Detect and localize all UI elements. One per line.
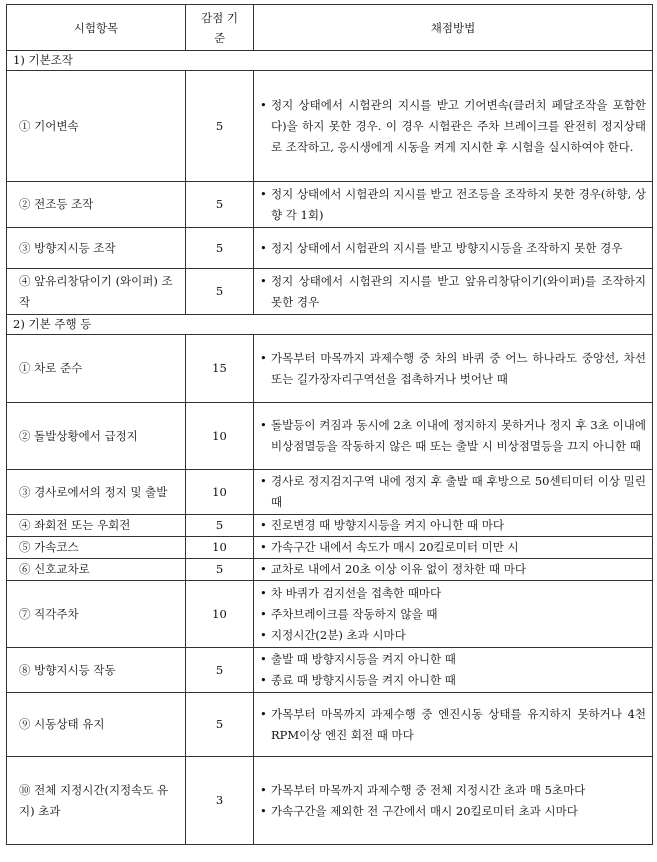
method-list	[260, 515, 646, 536]
method-list	[260, 184, 646, 226]
method-item: • 출발 때 방향지시등을 켜지 아니한 때	[260, 649, 646, 670]
method-list	[260, 780, 646, 822]
method-cell	[254, 537, 653, 559]
score-cell: 3	[186, 757, 254, 845]
method-list	[260, 704, 646, 746]
method-cell	[254, 71, 653, 182]
header-method: 채점방법	[254, 5, 653, 51]
score-cell: 5	[186, 269, 254, 315]
table-row	[7, 470, 653, 515]
method-cell	[254, 757, 653, 845]
item-cell: ① 차로 준수	[7, 335, 186, 403]
item-cell: ⑦ 직각주차	[7, 581, 186, 648]
method-item: • 정지 상태에서 시험관의 지시를 받고 방향지시등을 조작하지 못한 경우	[260, 238, 646, 259]
table-row	[7, 182, 653, 228]
section-title: 1) 기본조작	[7, 51, 653, 71]
method-item: • 주차브레이크를 작동하지 않을 때	[260, 604, 646, 625]
table-row	[7, 335, 653, 403]
method-item: • 차 바퀴가 검지선을 접촉한 때마다	[260, 583, 646, 604]
method-item: • 가속구간을 제외한 전 구간에서 매시 20킬로미터 초과 시마다	[260, 801, 646, 822]
table-row	[7, 71, 653, 182]
table-row	[7, 757, 653, 845]
method-item: • 경사로 정지검지구역 내에 정지 후 출발 때 후방으로 50센티미터 이상 밀린 때	[260, 471, 646, 513]
table-row	[7, 228, 653, 269]
method-item: • 정지 상태에서 시험관의 지시를 받고 앞유리창닦이기(와이퍼)를 조작하지 못한 경우	[260, 271, 646, 313]
item-cell: ③ 경사로에서의 정지 및 출발	[7, 470, 186, 515]
table-row	[7, 537, 653, 559]
method-cell	[254, 182, 653, 228]
method-list	[260, 95, 646, 158]
score-cell: 5	[186, 228, 254, 269]
table-body	[7, 51, 653, 845]
method-list	[260, 649, 646, 691]
method-list	[260, 415, 646, 457]
score-cell: 5	[186, 693, 254, 757]
score-cell: 15	[186, 335, 254, 403]
item-cell: ② 돌발상황에서 급정지	[7, 403, 186, 470]
method-list	[260, 271, 646, 313]
method-item: • 정지 상태에서 시험관의 지시를 받고 전조등을 조작하지 못한 경우(하향, 상향 각 1회)	[260, 184, 646, 226]
method-cell	[254, 228, 653, 269]
method-cell	[254, 470, 653, 515]
item-cell: ⑤ 가속코스	[7, 537, 186, 559]
method-list	[260, 348, 646, 390]
method-cell	[254, 559, 653, 581]
section-row	[7, 51, 653, 71]
method-cell	[254, 648, 653, 693]
item-cell: ⑧ 방향지시등 작동	[7, 648, 186, 693]
score-cell: 10	[186, 470, 254, 515]
table-row	[7, 559, 653, 581]
method-cell	[254, 693, 653, 757]
method-item: • 가목부터 마목까지 과제수행 중 전체 지정시간 초과 매 5초마다	[260, 780, 646, 801]
table-row	[7, 693, 653, 757]
grading-table	[6, 4, 653, 845]
item-cell: ⑨ 시동상태 유지	[7, 693, 186, 757]
method-cell	[254, 335, 653, 403]
method-item: • 돌발등이 켜짐과 동시에 2초 이내에 정지하지 못하거나 정지 후 3초 이내에 비상점멸등을 작동하지 않은 때 또는 출발 시 비상점멸등을 끄지 아니한 때	[260, 415, 646, 457]
item-cell: ⑩ 전체 지정시간(지정속도 유지) 초과	[7, 757, 186, 845]
method-item: • 정지 상태에서 시험관의 지시를 받고 기어변속(클러치 페달조작을 포함한다)을 하지 못한 경우. 이 경우 시험관은 주차 브레이크를 완전히 정지상태로 조작하고, 응시생에게 시동을 켜게 지시한 후 시험을 실시하여야 한다.	[260, 95, 646, 158]
method-cell	[254, 581, 653, 648]
table-row	[7, 403, 653, 470]
method-cell	[254, 269, 653, 315]
method-item: • 교차로 내에서 20초 이상 이유 없이 정차한 때 마다	[260, 559, 646, 580]
table-row	[7, 515, 653, 537]
item-cell: ③ 방향지시등 조작	[7, 228, 186, 269]
table-row	[7, 269, 653, 315]
method-list	[260, 471, 646, 513]
method-cell	[254, 403, 653, 470]
table-row	[7, 581, 653, 648]
item-cell: ① 기어변속	[7, 71, 186, 182]
item-cell: ④ 좌회전 또는 우회전	[7, 515, 186, 537]
score-cell: 5	[186, 71, 254, 182]
score-cell: 5	[186, 648, 254, 693]
item-cell: ② 전조등 조작	[7, 182, 186, 228]
method-item: • 가목부터 마목까지 과제수행 중 차의 바퀴 중 어느 하나라도 중앙선, 차선 또는 길가장자리구역선을 접촉하거나 벗어난 때	[260, 348, 646, 390]
score-cell: 5	[186, 182, 254, 228]
score-cell: 5	[186, 559, 254, 581]
section-title: 2) 기본 주행 등	[7, 315, 653, 335]
method-item: • 가속구간 내에서 속도가 매시 20킬로미터 미만 시	[260, 537, 646, 558]
score-cell: 10	[186, 537, 254, 559]
method-cell	[254, 515, 653, 537]
method-item: • 가목부터 마목까지 과제수행 중 엔진시동 상태를 유지하지 못하거나 4천RPM이상 엔진 회전 때 마다	[260, 704, 646, 746]
score-cell: 10	[186, 403, 254, 470]
table-row	[7, 648, 653, 693]
method-list	[260, 559, 646, 580]
item-cell: ④ 앞유리창닦이기 (와이퍼) 조작	[7, 269, 186, 315]
method-item: • 지정시간(2분) 초과 시마다	[260, 625, 646, 646]
header-score: 감점 기준	[186, 5, 254, 51]
score-cell: 5	[186, 515, 254, 537]
section-row	[7, 315, 653, 335]
table-header-row	[7, 5, 653, 51]
method-item: • 종료 때 방향지시등을 켜지 아니한 때	[260, 670, 646, 691]
header-item: 시험항목	[7, 5, 186, 51]
item-cell: ⑥ 신호교차로	[7, 559, 186, 581]
method-list	[260, 583, 646, 646]
method-item: • 진로변경 때 방향지시등을 켜지 아니한 때 마다	[260, 515, 646, 536]
method-list	[260, 537, 646, 558]
score-cell: 10	[186, 581, 254, 648]
method-list	[260, 238, 646, 259]
